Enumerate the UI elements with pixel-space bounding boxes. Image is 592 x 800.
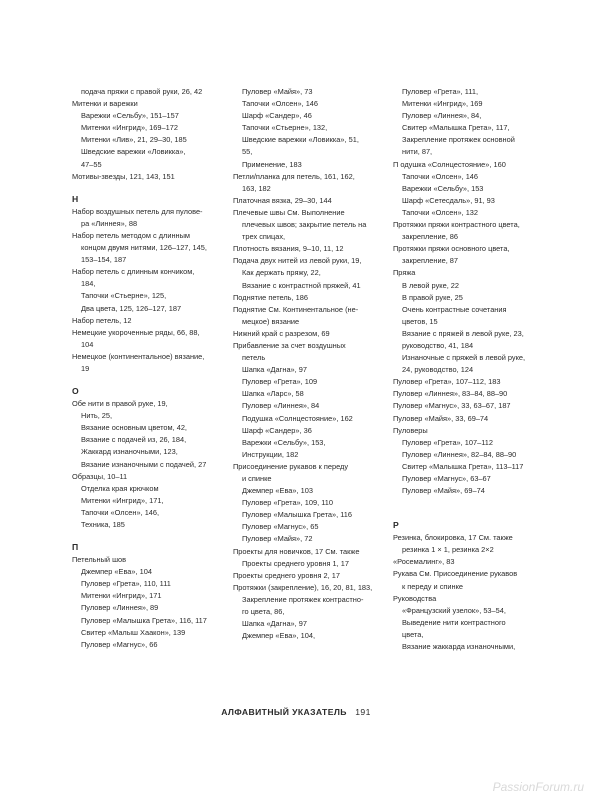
- index-subentry: Митенки «Ингрид», 169–172: [81, 123, 178, 133]
- index-entry: Пуловер «Линнея», 83–84, 88–90: [393, 389, 508, 399]
- index-subentry: 163, 182: [242, 183, 271, 193]
- index-subentry: Варежки «Сельбу», 153: [402, 183, 484, 193]
- index-subentry: Жаккард изнаночными, 123,: [81, 447, 178, 457]
- letter-heading: Р: [393, 520, 399, 531]
- index-subentry: 55,: [242, 147, 253, 157]
- index-subentry: Шведские варежки «Ловикка», 51,: [242, 135, 359, 145]
- index-subentry: Пуловер «Магнус», 66: [81, 639, 158, 649]
- index-subentry: Варежки «Сельбу», 151–157: [81, 111, 179, 121]
- index-entry: Нижний край с разрезом, 69: [233, 328, 330, 338]
- index-subentry: Закрепление протяжек контрастно-: [242, 594, 364, 604]
- index-entry: Протяжки пряжи основного цвета,: [393, 244, 510, 254]
- index-subentry: В правой руке, 25: [402, 292, 463, 302]
- index-subentry: Пуловер «Грета», 111,: [402, 87, 479, 96]
- index-subentry: плечевых швов; закрытие петель на: [242, 220, 367, 230]
- index-subentry: Вязание с пряжей в левой руке, 23,: [402, 328, 524, 338]
- letter-heading: П: [72, 542, 79, 553]
- letter-heading: Н: [72, 193, 79, 204]
- index-subentry: закрепление, 86: [402, 232, 459, 242]
- index-entry: Протяжки (закрепление), 16, 20, 81, 183,: [233, 582, 373, 592]
- index-subentry: Вязание основным цветом, 42,: [81, 423, 187, 433]
- index-entry: Петли/планка для петель, 161, 162,: [233, 171, 355, 181]
- index-subentry: 184,: [81, 279, 96, 289]
- index-entry: Поднятие См. Континентальное (не-: [233, 304, 359, 314]
- index-subentry: закрепление, 87: [402, 256, 459, 266]
- index-entry: Набор воздушных петель для пулове-: [72, 206, 203, 216]
- index-subentry: Пуловер «Грета», 110, 111: [81, 579, 171, 589]
- index-entry: Прибавление за счет воздушных: [233, 340, 346, 350]
- index-entry: Митенки и варежки: [72, 99, 138, 109]
- index-entry: Рукава См. Присоединение рукавов: [393, 569, 518, 579]
- index-subentry: го цвета, 86,: [242, 607, 285, 617]
- index-subentry: Варежки «Сельбу», 153,: [242, 437, 326, 447]
- index-subentry: резинка 1 × 1, резинка 2×2: [402, 545, 494, 555]
- letter-heading: О: [72, 386, 79, 397]
- index-subentry: 153–154, 187: [81, 255, 127, 265]
- index-entry: Платочная вязка, 29–30, 144: [233, 195, 332, 205]
- index-entry: «Росемалинг», 83: [393, 557, 455, 567]
- index-subentry: Тапочки «Стьерне», 132,: [242, 123, 328, 133]
- index-entry: Петельный шов: [72, 555, 127, 565]
- index-entry: Набор петель методом с длинным: [72, 230, 191, 240]
- index-subentry: Шведские варежки «Ловикка»,: [81, 147, 186, 157]
- index-subentry: Джемпер «Ева», 104: [81, 567, 152, 577]
- index-column-2: [233, 86, 398, 642]
- index-subentry: Джемпер «Ева», 104,: [242, 631, 316, 641]
- index-subentry: Вязание с подачей из, 26, 184,: [81, 435, 187, 445]
- index-subentry: Шарф «Сетесдаль», 91, 93: [402, 195, 495, 205]
- index-subentry: Тапочки «Олсен», 146: [242, 99, 319, 109]
- index-entry: Плечевые швы См. Выполнение: [233, 207, 345, 217]
- index-subentry: Шарф «Сандер», 36: [242, 425, 312, 435]
- index-subentry: Проекты среднего уровня 1, 17: [242, 558, 349, 568]
- index-entry: Пряжа: [393, 268, 416, 278]
- index-entry: Подача двух нитей из левой руки, 19,: [233, 256, 362, 266]
- index-subentry: Тапочки «Стьерне», 125,: [81, 291, 167, 301]
- index-subentry: Как держать пряжу, 22,: [242, 268, 321, 278]
- index-subentry: 24, руководство, 124: [402, 365, 474, 375]
- index-subentry: Применение, 183: [242, 159, 302, 169]
- index-subentry: Техника, 185: [81, 520, 125, 529]
- index-subentry: петель: [242, 353, 266, 363]
- index-subentry: Вязание изнаночными с подачей, 27: [81, 459, 207, 469]
- index-entry: Обе нити в правой руке, 19,: [72, 399, 168, 409]
- index-subentry: к переду и спинке: [402, 581, 464, 591]
- index-subentry: Пуловер «Магнус», 65: [242, 522, 319, 532]
- index-subentry: Шапка «Ларс», 58: [242, 389, 304, 399]
- index-subentry: нити, 87,: [402, 147, 433, 157]
- index-subentry: Митенки «Ингрид», 171,: [81, 495, 164, 505]
- index-subentry: Нить, 25,: [81, 411, 113, 421]
- watermark: PassionForum.ru: [492, 780, 584, 794]
- index-subentry: В левой руке, 22: [402, 280, 460, 290]
- index-entry: Набор петель с длинным кончиком,: [72, 267, 195, 277]
- index-subentry: концом двумя нитями, 126–127, 145,: [81, 243, 207, 253]
- index-subentry: Выведение нити контрастного: [402, 617, 506, 627]
- index-subentry: «Французский узелок», 53–54,: [402, 605, 506, 615]
- index-subentry: 47–55: [81, 159, 102, 169]
- index-subentry: Пуловер «Линнея», 84,: [402, 111, 482, 121]
- index-subentry: Митенки «Лив», 21, 29–30, 185: [81, 135, 187, 145]
- index-entry: Набор петель, 12: [72, 315, 132, 325]
- index-entry: Протяжки пряжи контрастного цвета,: [393, 220, 520, 230]
- index-subentry: Пуловер «Грета», 109: [242, 377, 318, 387]
- index-subentry: Изнаночные с пряжей в левой руке,: [402, 353, 526, 363]
- index-subentry: Вязание жаккарда изнаночными,: [402, 642, 516, 652]
- index-subentry: ра «Линнея», 88: [81, 218, 138, 228]
- index-subentry: 19: [81, 363, 90, 373]
- index-entry: Проекты среднего уровня 2, 17: [233, 570, 340, 580]
- index-entry: П одушка «Солнцестояние», 160: [393, 159, 506, 169]
- footer-title: АЛФАВИТНЫЙ УКАЗАТЕЛЬ: [221, 707, 347, 717]
- index-subentry: Инструкции, 182: [242, 449, 299, 459]
- index-subentry: Пуловер «Грета», 109, 110: [242, 498, 333, 508]
- index-subentry: Пуловер «Линнея», 89: [81, 603, 159, 613]
- index-subentry: Вязание с контрастной пряжей, 41: [242, 280, 361, 290]
- index-subentry: Шапка «Дагна», 97: [242, 365, 307, 375]
- index-subentry: Свитер «Малышка Грета», 113–117: [402, 461, 524, 471]
- index-entry: Поднятие петель, 186: [233, 292, 308, 302]
- index-subentry: Подушка «Солнцестояние», 162: [242, 413, 353, 423]
- index-subentry: Пуловер «Малышка Грета», 116, 117: [81, 615, 207, 625]
- index-column-1: [72, 86, 237, 651]
- page-footer: [0, 707, 592, 717]
- index-subentry: трех спицах,: [242, 232, 286, 242]
- index-subentry: Свитер «Малыш Хаакон», 139: [81, 627, 186, 637]
- index-subentry: Тапочки «Олсен», 146: [402, 171, 479, 181]
- index-entry: Немецкое (континентальное) вязание,: [72, 351, 205, 361]
- index-subentry: Шапка «Дагна», 97: [242, 619, 307, 629]
- index-entry: Пуловеры: [393, 425, 428, 435]
- index-subentry: Тапочки «Олсен», 146,: [81, 507, 160, 517]
- index-subentry: Пуловер «Майя», 69–74: [402, 486, 485, 496]
- index-subentry: Пуловер «Линнея», 84: [242, 401, 320, 411]
- index-subentry: Пуловер «Линнея», 82–84, 88–90: [402, 449, 517, 459]
- index-entry: Присоединение рукавов к переду: [233, 461, 349, 471]
- index-subentry: руководство, 41, 184: [402, 340, 474, 350]
- index-subentry: Пуловер «Грета», 107–112: [402, 437, 493, 447]
- spacer: [393, 497, 558, 509]
- index-subentry: Пуловер «Майя», 73: [242, 87, 313, 96]
- index-subentry: Шарф «Сандер», 46: [242, 111, 312, 121]
- index-subentry: Пуловер «Малышка Грета», 116: [242, 510, 353, 520]
- index-subentry: подача пряжи с правой руки, 26, 42: [81, 87, 203, 96]
- index-subentry: Очень контрастные сочетания: [402, 304, 507, 314]
- index-subentry: 104: [81, 339, 94, 349]
- index-subentry: и спинке: [242, 474, 272, 483]
- index-entry: Плотность вязания, 9–10, 11, 12: [233, 244, 344, 254]
- index-subentry: Пуловер «Магнус», 63–67: [402, 474, 491, 483]
- index-subentry: Отделка края крючком: [81, 483, 159, 493]
- index-entry: Пуловер «Магнус», 33, 63–67, 187: [393, 401, 511, 411]
- index-subentry: цветов, 15: [402, 316, 438, 326]
- index-subentry: Митенки «Ингрид», 171: [81, 591, 162, 601]
- index-subentry: Свитер «Малышка Грета», 117,: [402, 123, 510, 133]
- index-entry: Резинка, блокировка, 17 См. также: [393, 533, 513, 543]
- index-entry: Пуловер «Майя», 33, 69–74: [393, 413, 489, 423]
- index-entry: Образцы, 10–11: [72, 471, 128, 481]
- index-subentry: мецкое) вязание: [242, 316, 300, 326]
- index-entry: Пуловер «Грета», 107–112, 183: [393, 377, 501, 387]
- index-subentry: Пуловер «Майя», 72: [242, 534, 313, 544]
- index-subentry: Митенки «Ингрид», 169: [402, 99, 483, 109]
- index-entry: Немецкие укороченные ряды, 66, 88,: [72, 327, 200, 337]
- index-entry: Руководства: [393, 593, 437, 603]
- index-entry: Проекты для новичков, 17 См. также: [233, 546, 360, 556]
- index-subentry: Джемпер «Ева», 103: [242, 486, 313, 496]
- index-subentry: цвета,: [402, 629, 424, 639]
- index-column-3: [393, 86, 558, 653]
- page-number: 191: [355, 707, 371, 717]
- index-subentry: Закрепление протяжек основной: [402, 135, 515, 145]
- index-entry: Мотивы-звезды, 121, 143, 151: [72, 171, 175, 181]
- index-subentry: Тапочки «Олсен», 132: [402, 207, 479, 217]
- index-subentry: Два цвета, 125, 126–127, 187: [81, 303, 182, 313]
